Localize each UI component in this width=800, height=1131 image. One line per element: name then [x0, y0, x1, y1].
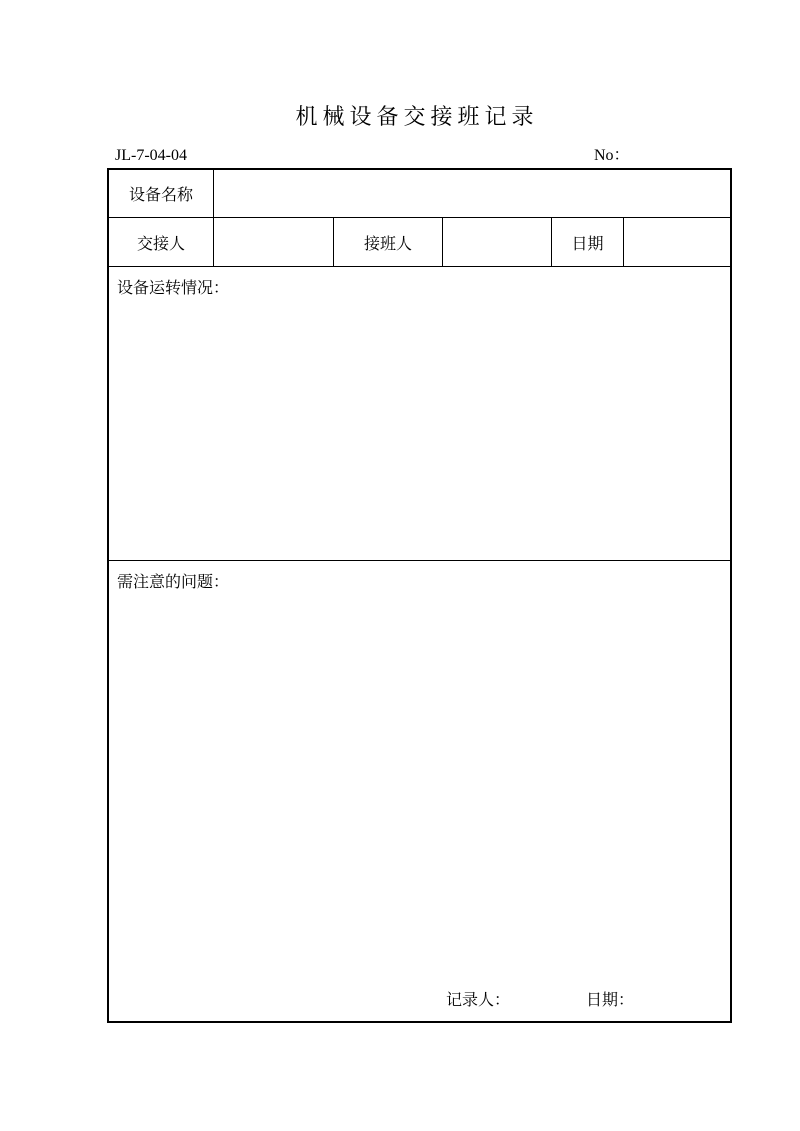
- equipment-status-section[interactable]: [109, 267, 730, 561]
- recorder-label: 记录人：: [446, 990, 511, 1009]
- document-code: JL-7-04-04: [115, 147, 187, 164]
- date-label: 日期: [552, 218, 624, 266]
- handover-person-label: 交接人: [109, 218, 214, 266]
- equipment-name-row: [109, 170, 730, 218]
- footer-date-label: 日期：: [586, 990, 635, 1009]
- personnel-row: [109, 218, 730, 267]
- successor-field[interactable]: [443, 218, 552, 266]
- handover-person-field[interactable]: [214, 218, 334, 266]
- document-title: 机械设备交接班记录: [295, 105, 539, 130]
- equipment-name-label: 设备名称: [109, 170, 214, 217]
- equipment-status-label: 设备运转情况：: [117, 278, 230, 297]
- issues-section[interactable]: [109, 561, 730, 1021]
- successor-label: 接班人: [334, 218, 443, 266]
- date-field[interactable]: [624, 218, 730, 266]
- issues-label: 需注意的问题：: [117, 572, 230, 591]
- document-number-label: No：: [594, 147, 630, 164]
- equipment-name-field[interactable]: [214, 170, 730, 217]
- handover-form: [107, 168, 732, 1023]
